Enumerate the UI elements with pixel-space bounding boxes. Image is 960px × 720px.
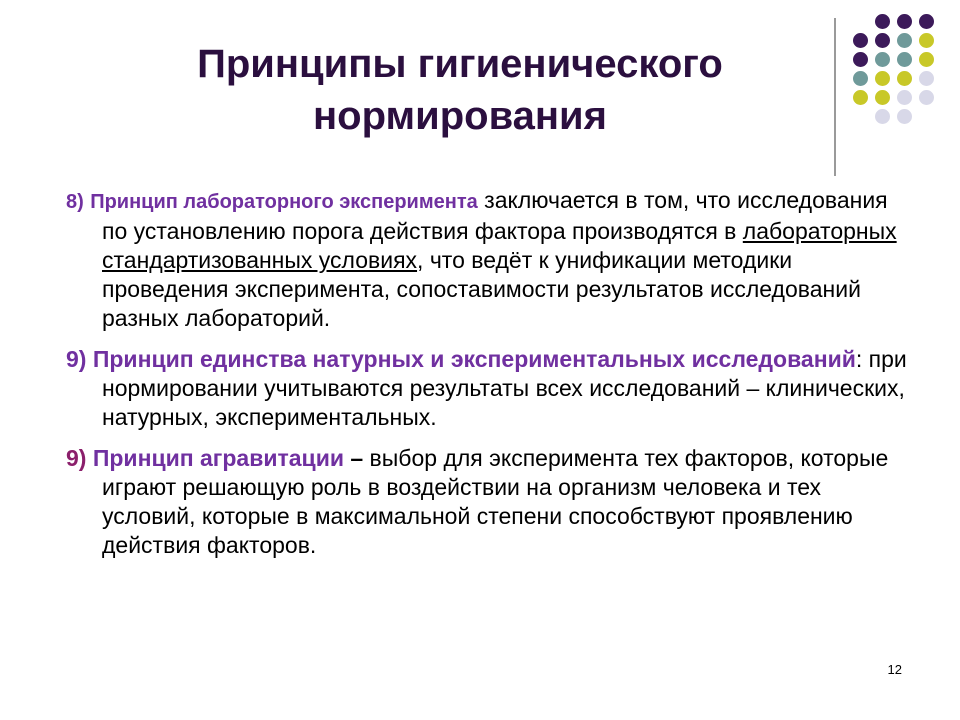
paragraph-text: выбор для эксперимента тех факторов, которые играют решающую роль в воздействии на организм человека и тех условий, которые в максимальной степени способствуют проявлению действия факторов.: [102, 445, 889, 558]
principle-heading: Принцип единства натурных и экспериментальных исследований: [92, 346, 856, 372]
principle-heading: Принцип лабораторного эксперимента: [90, 191, 478, 213]
paragraph-number: 9): [66, 445, 87, 471]
decorative-dot: [875, 33, 890, 48]
principle-heading: Принцип агравитации: [92, 445, 344, 471]
decorative-dot: [919, 90, 934, 105]
decorative-dot: [853, 14, 868, 29]
decorative-dot: [875, 71, 890, 86]
decorative-dot: [919, 109, 934, 124]
decorative-dot: [919, 14, 934, 29]
paragraph-text: , что ведёт к унификации методики проведения эксперимента, сопоставимости результатов исследований разных лабораторий.: [102, 247, 861, 331]
decorative-dot: [853, 90, 868, 105]
slide-title-line-2: нормирования: [313, 94, 607, 138]
decorative-dot: [875, 90, 890, 105]
decorative-dot: [853, 33, 868, 48]
decorative-dot: [919, 71, 934, 86]
paragraph-number: 8): [66, 191, 84, 213]
underlined-phrase: лабораторных стандартизованных условиях: [102, 218, 897, 273]
decorative-dot: [853, 71, 868, 86]
paragraph-text: заключается в том, что исследования по установлению порога действия фактора производятся в: [102, 187, 888, 244]
decorative-dot: [897, 109, 912, 124]
paragraph-principle-9-unity: [66, 345, 912, 432]
decorative-dot: [919, 52, 934, 67]
decorative-dot: [875, 109, 890, 124]
decorative-dot: [919, 33, 934, 48]
decorative-dot: [853, 109, 868, 124]
slide-title-line-1: Принципы гигиенического: [197, 42, 723, 86]
paragraph-number: 9): [66, 346, 87, 372]
paragraph-principle-9-aggravation: [66, 444, 912, 560]
dash: –: [343, 445, 364, 471]
decorative-dot: [853, 52, 868, 67]
decorative-dot: [875, 14, 890, 29]
decorative-dot: [897, 33, 912, 48]
slide-body: [66, 186, 912, 572]
page-number: 12: [887, 662, 902, 677]
slide-title: [120, 38, 800, 142]
paragraph-text: : при нормировании учитываются результаты всех исследований – клинических, натурных, экспериментальных.: [102, 346, 907, 430]
decorative-dot: [897, 71, 912, 86]
decorative-dot: [897, 52, 912, 67]
decorative-dot: [897, 14, 912, 29]
paragraph-principle-8: [66, 186, 912, 333]
decorative-dot: [897, 90, 912, 105]
decorative-dot-grid: [853, 14, 937, 127]
vertical-divider: [834, 18, 836, 176]
decorative-dot: [875, 52, 890, 67]
